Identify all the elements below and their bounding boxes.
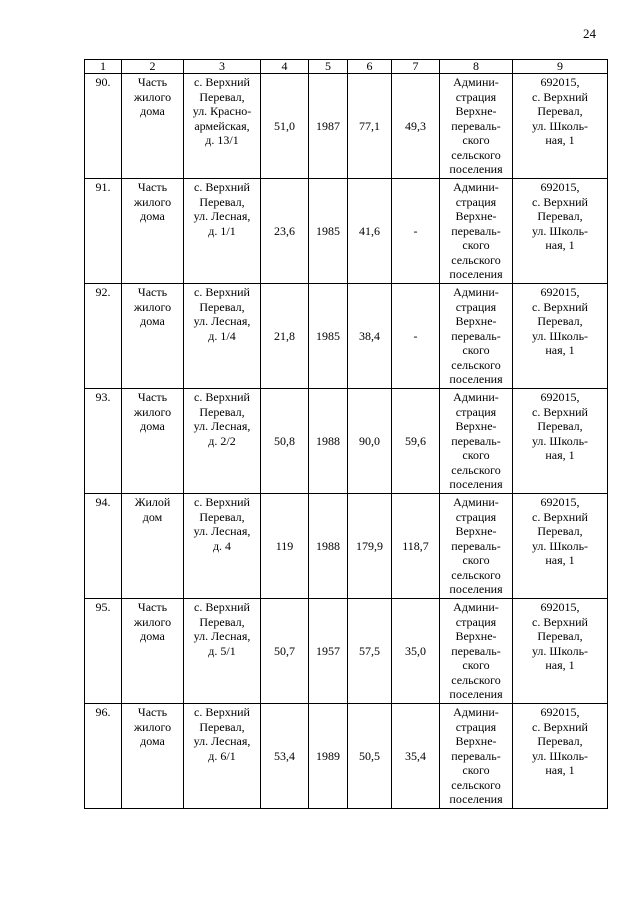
- column-6-cell: 179,9: [348, 494, 392, 599]
- year-cell: 1988: [309, 494, 348, 599]
- table-row: [85, 389, 608, 494]
- object-name-cell: Жилой дом: [122, 494, 184, 599]
- owner-cell: Админи- страция Верхне- переваль- ского сельского поселения: [440, 704, 513, 809]
- column-header: 8: [440, 60, 513, 74]
- column-6-cell: 41,6: [348, 179, 392, 284]
- address-cell: с. Верхний Перевал, ул. Лесная, д. 5/1: [184, 599, 261, 704]
- column-7-cell: -: [392, 179, 440, 284]
- column-6-cell: 57,5: [348, 599, 392, 704]
- area-cell: 51,0: [261, 74, 309, 179]
- row-number: 90.: [85, 74, 122, 179]
- column-7-cell: 59,6: [392, 389, 440, 494]
- owner-cell: Админи- страция Верхне- переваль- ского сельского поселения: [440, 74, 513, 179]
- owner-address-cell: 692015, с. Верхний Перевал, ул. Школь- ная, 1: [513, 74, 608, 179]
- row-number: 92.: [85, 284, 122, 389]
- table-row: [85, 494, 608, 599]
- year-cell: 1985: [309, 179, 348, 284]
- year-cell: 1988: [309, 389, 348, 494]
- address-cell: с. Верхний Перевал, ул. Лесная, д. 1/1: [184, 179, 261, 284]
- object-name-cell: Часть жилого дома: [122, 704, 184, 809]
- column-7-cell: 118,7: [392, 494, 440, 599]
- owner-cell: Админи- страция Верхне- переваль- ского сельского поселения: [440, 389, 513, 494]
- column-header: 9: [513, 60, 608, 74]
- object-name-cell: Часть жилого дома: [122, 389, 184, 494]
- address-cell: с. Верхний Перевал, ул. Лесная, д. 2/2: [184, 389, 261, 494]
- column-6-cell: 50,5: [348, 704, 392, 809]
- column-6-cell: 77,1: [348, 74, 392, 179]
- column-header: 4: [261, 60, 309, 74]
- owner-cell: Админи- страция Верхне- переваль- ского сельского поселения: [440, 284, 513, 389]
- area-cell: 50,7: [261, 599, 309, 704]
- owner-address-cell: 692015, с. Верхний Перевал, ул. Школь- ная, 1: [513, 284, 608, 389]
- owner-cell: Админи- страция Верхне- переваль- ского сельского поселения: [440, 494, 513, 599]
- table-row: [85, 284, 608, 389]
- object-name-cell: Часть жилого дома: [122, 284, 184, 389]
- owner-address-cell: 692015, с. Верхний Перевал, ул. Школь- ная, 1: [513, 389, 608, 494]
- column-header: 6: [348, 60, 392, 74]
- area-cell: 53,4: [261, 704, 309, 809]
- address-cell: с. Верхний Перевал, ул. Лесная, д. 6/1: [184, 704, 261, 809]
- property-registry-table: [84, 59, 608, 809]
- object-name-cell: Часть жилого дома: [122, 74, 184, 179]
- column-7-cell: 35,4: [392, 704, 440, 809]
- column-6-cell: 90,0: [348, 389, 392, 494]
- table-row: [85, 179, 608, 284]
- owner-address-cell: 692015, с. Верхний Перевал, ул. Школь- ная, 1: [513, 494, 608, 599]
- area-cell: 119: [261, 494, 309, 599]
- row-number: 91.: [85, 179, 122, 284]
- column-7-cell: -: [392, 284, 440, 389]
- column-header: 3: [184, 60, 261, 74]
- column-6-cell: 38,4: [348, 284, 392, 389]
- address-cell: с. Верхний Перевал, ул. Лесная, д. 1/4: [184, 284, 261, 389]
- year-cell: 1987: [309, 74, 348, 179]
- year-cell: 1957: [309, 599, 348, 704]
- column-header: 1: [85, 60, 122, 74]
- object-name-cell: Часть жилого дома: [122, 179, 184, 284]
- row-number: 93.: [85, 389, 122, 494]
- table-header-row: [85, 60, 608, 74]
- owner-address-cell: 692015, с. Верхний Перевал, ул. Школь- ная, 1: [513, 599, 608, 704]
- table-row: [85, 74, 608, 179]
- column-7-cell: 35,0: [392, 599, 440, 704]
- page-number: 24: [583, 26, 596, 41]
- column-header: 7: [392, 60, 440, 74]
- area-cell: 50,8: [261, 389, 309, 494]
- column-header: 2: [122, 60, 184, 74]
- table-row: [85, 704, 608, 809]
- row-number: 94.: [85, 494, 122, 599]
- column-7-cell: 49,3: [392, 74, 440, 179]
- area-cell: 21,8: [261, 284, 309, 389]
- year-cell: 1985: [309, 284, 348, 389]
- column-header: 5: [309, 60, 348, 74]
- address-cell: с. Верхний Перевал, ул. Лесная, д. 4: [184, 494, 261, 599]
- owner-cell: Админи- страция Верхне- переваль- ского сельского поселения: [440, 599, 513, 704]
- object-name-cell: Часть жилого дома: [122, 599, 184, 704]
- owner-address-cell: 692015, с. Верхний Перевал, ул. Школь- ная, 1: [513, 704, 608, 809]
- year-cell: 1989: [309, 704, 348, 809]
- area-cell: 23,6: [261, 179, 309, 284]
- owner-address-cell: 692015, с. Верхний Перевал, ул. Школь- ная, 1: [513, 179, 608, 284]
- owner-cell: Админи- страция Верхне- переваль- ского сельского поселения: [440, 179, 513, 284]
- row-number: 95.: [85, 599, 122, 704]
- address-cell: с. Верхний Перевал, ул. Красно- армейская, д. 13/1: [184, 74, 261, 179]
- table-row: [85, 599, 608, 704]
- row-number: 96.: [85, 704, 122, 809]
